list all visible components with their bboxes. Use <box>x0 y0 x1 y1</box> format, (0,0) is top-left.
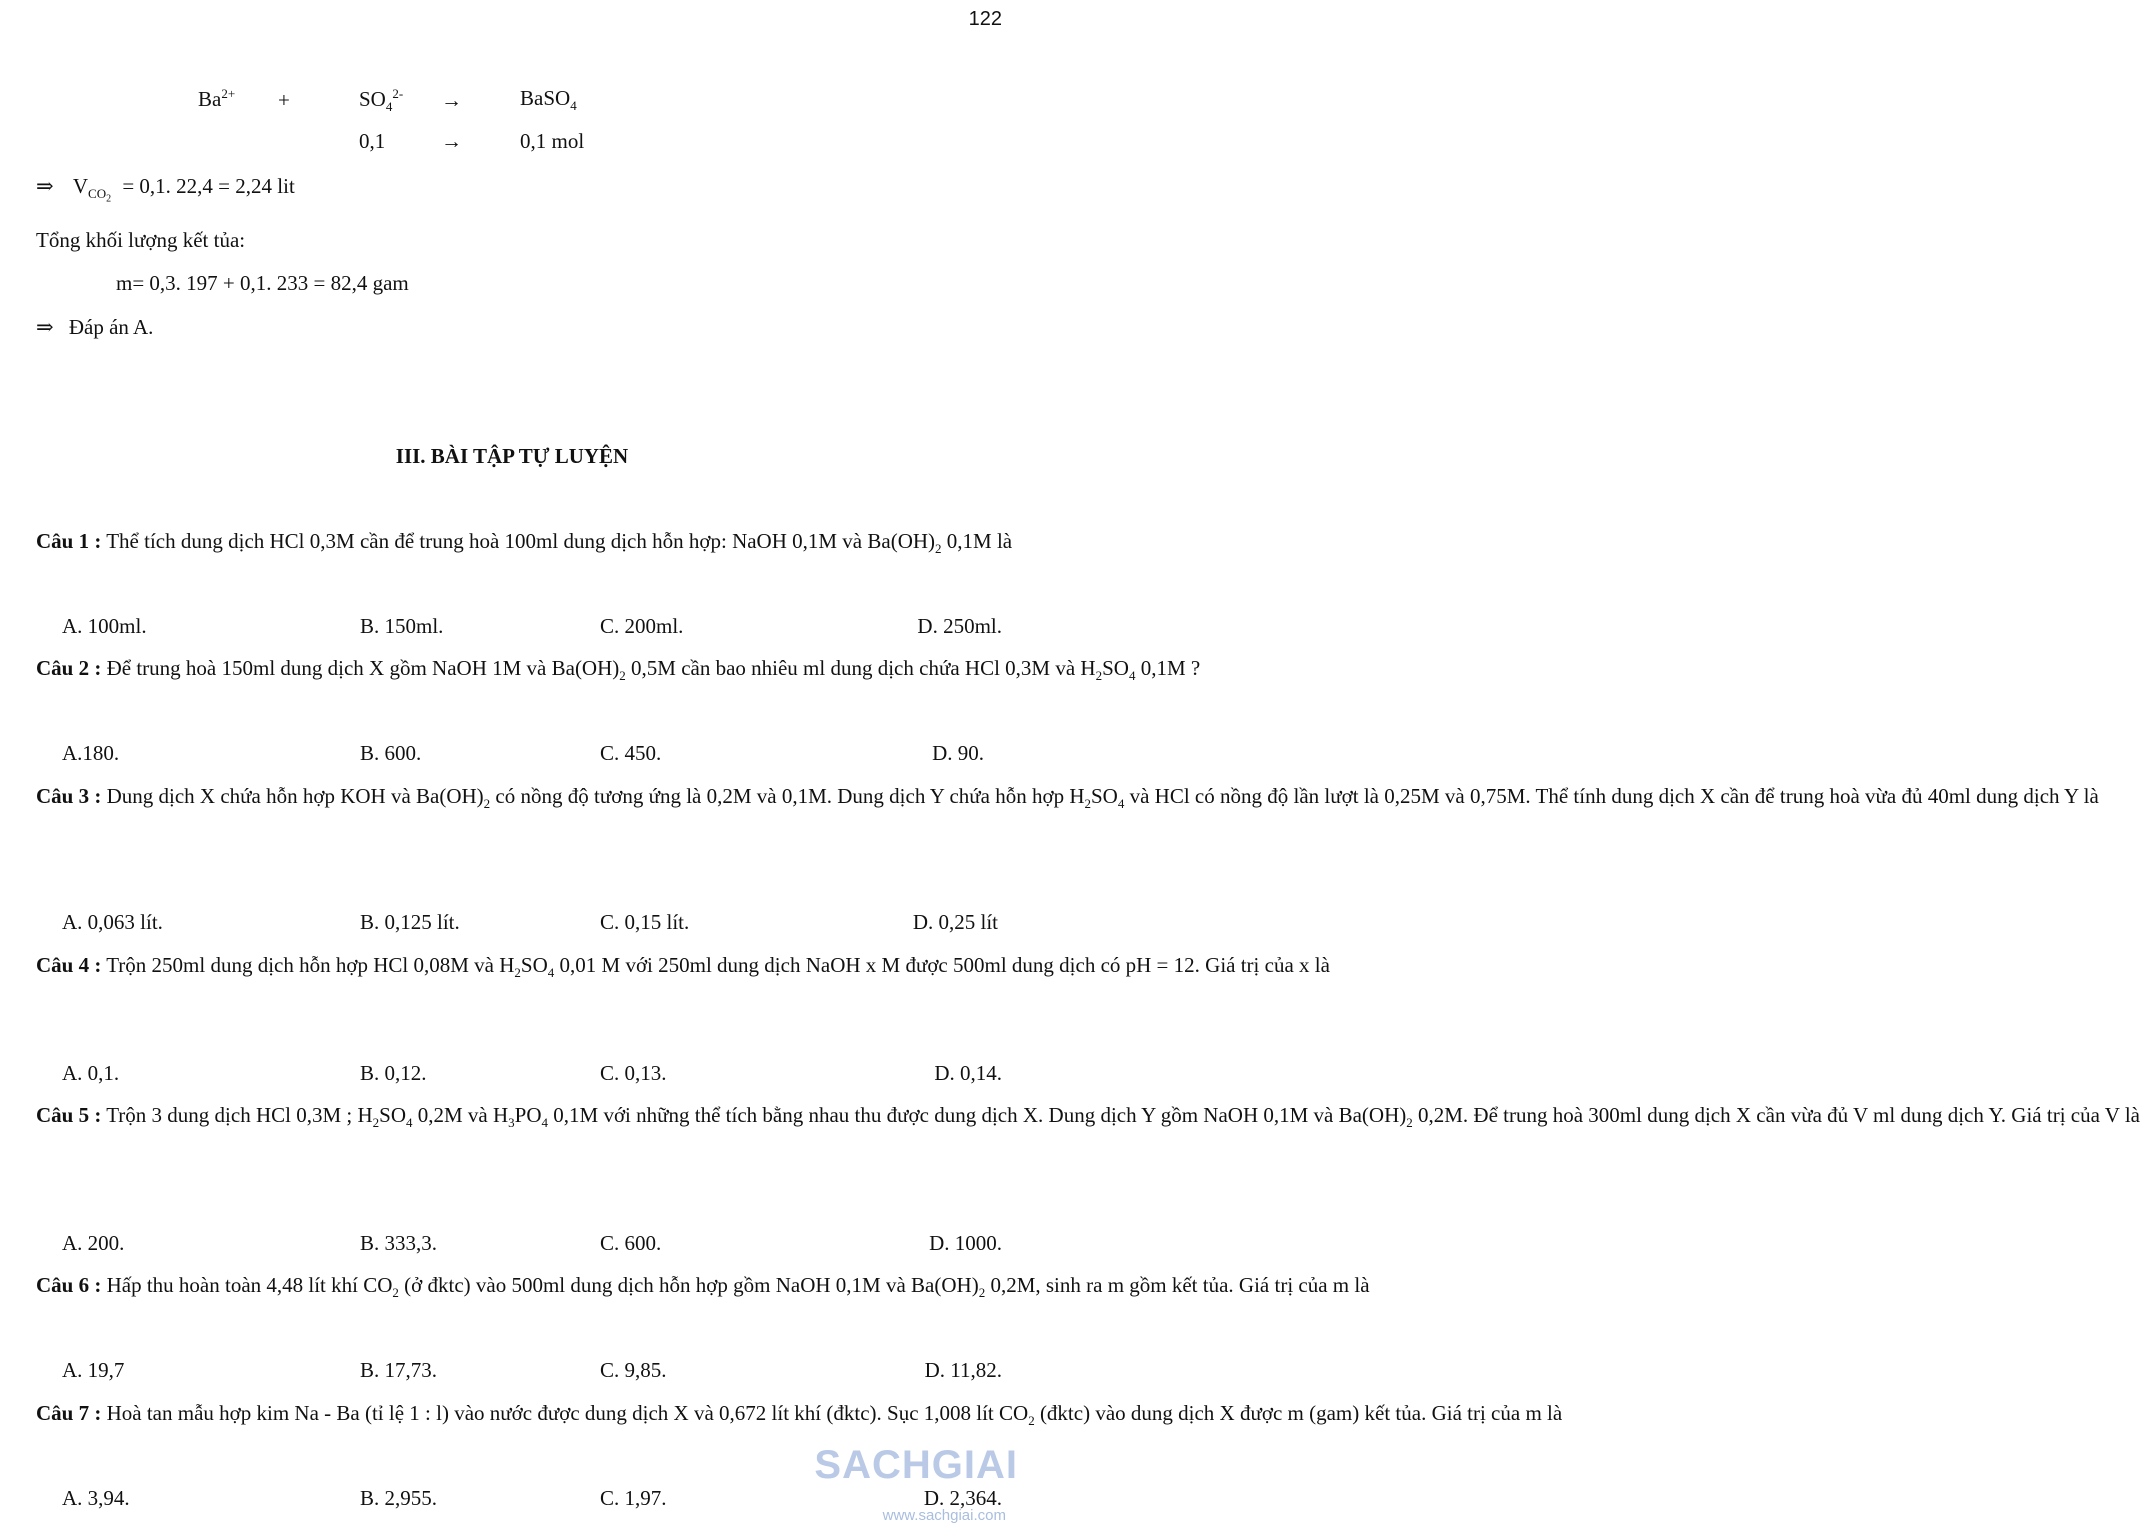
option-c: C. 0,13. <box>600 1061 667 1085</box>
question-text: có nồng độ tương ứng là 0,2M và 0,1M. Dung dịch Y chứa hỗn hợp H <box>490 784 1085 808</box>
question-text: 0,2M. Để trung hoà 300ml dung dịch X cần vừa đủ V ml dung dịch Y. Giá trị của V là <box>1412 1103 2140 1127</box>
question-text: Trộn 250ml dung dịch hỗn hợp HCl 0,08M và H <box>106 953 515 977</box>
options-4 <box>62 1061 1002 1091</box>
question-label: Câu 5 : <box>36 1103 102 1127</box>
option-b: B. 600. <box>360 741 422 765</box>
option-c: C. 200ml. <box>600 614 684 638</box>
question-label: Câu 3 : <box>36 784 102 808</box>
watermark-url: www.sachgiai.com <box>882 1507 1006 1524</box>
options-5 <box>62 1231 1002 1261</box>
option-d: D. 11,82. <box>924 1358 1002 1382</box>
implies-symbol: ⇒ <box>36 315 54 339</box>
question-label: Câu 2 : <box>36 656 102 680</box>
option-b: B. 333,3. <box>360 1231 438 1255</box>
mass-expression: m= 0,3. 197 + 0,1. 233 = 82,4 gam <box>116 271 409 295</box>
question-text: 0,1M với những thể tích bằng nhau thu được dung dịch X. Dung dịch Y gồm NaOH 0,1M và Ba(OH) <box>548 1103 1407 1127</box>
question-text: Trộn 3 dung dịch HCl 0,3M ; H <box>106 1103 373 1127</box>
question-text: Thể tích dung dịch HCl 0,3M cần để trung hoà 100ml dung dịch hỗn hợp: NaOH 0,1M và Ba(OH) <box>106 529 936 553</box>
question-text: SO <box>520 953 548 977</box>
question-text: và HCl có nồng độ lần lượt là 0,25M và 0,75M. Thể tính dung dịch X cần để trung hoà vừa đủ 40ml dung dịch Y là <box>1124 784 2099 808</box>
option-b: B. 17,73. <box>360 1358 438 1382</box>
question-text: SO <box>1091 784 1118 808</box>
plus-sign: + <box>278 88 290 112</box>
question-label: Câu 1 : <box>36 529 102 553</box>
option-c: C. 9,85. <box>600 1358 667 1382</box>
option-a: A. 0,1. <box>62 1061 120 1085</box>
subscript: 4 <box>1128 668 1136 684</box>
option-d: D. 2,364. <box>923 1486 1002 1510</box>
subscript: 2 <box>514 965 521 981</box>
option-d: D. 250ml. <box>917 614 1002 638</box>
question-text: SO <box>379 1103 406 1127</box>
question-4 <box>36 944 1330 994</box>
options-6 <box>62 1358 1002 1388</box>
section-heading: III. BÀI TẬP TỰ LUYỆN <box>395 444 629 468</box>
option-d: D. 0,25 lít <box>912 910 998 934</box>
question-text: 0,2M và H <box>412 1103 509 1127</box>
question-6 <box>36 1264 1370 1314</box>
option-a: A. 3,94. <box>62 1486 130 1510</box>
option-a: A. 19,7 <box>62 1358 125 1382</box>
page-number: 122 <box>968 8 1002 30</box>
question-label: Câu 6 : <box>36 1273 102 1297</box>
option-c: C. 1,97. <box>600 1486 667 1510</box>
reactant-so4: $SO_4^{2-}$ <box>359 86 404 115</box>
option-a: A. 0,063 lít. <box>62 910 163 934</box>
subscript: 2 <box>619 668 626 684</box>
reactant-ba: $Ba^{2+}$ <box>198 86 236 111</box>
option-d: D. 0,14. <box>934 1061 1002 1085</box>
answer-line: ⇒ Đáp án A. <box>36 315 154 339</box>
question-text: PO <box>514 1103 542 1127</box>
question-text: 0,1M là <box>941 529 1013 553</box>
option-b: B. 2,955. <box>360 1486 438 1510</box>
subscript: 2 <box>372 1115 380 1131</box>
question-5 <box>36 1094 2140 1144</box>
subscript: 2 <box>1084 796 1091 812</box>
implies-symbol: ⇒ <box>36 174 54 198</box>
subscript: 2 <box>935 541 942 557</box>
question-label: Câu 7 : <box>36 1401 102 1425</box>
question-text: 0,1M ? <box>1135 656 1201 680</box>
options-7 <box>62 1486 1002 1516</box>
subscript: 2 <box>1406 1115 1413 1131</box>
subscript: 4 <box>406 1115 413 1131</box>
subscript: 3 <box>508 1115 515 1131</box>
subscript: 2 <box>392 1285 399 1301</box>
question-text: 0,01 M với 250ml dung dịch NaOH x M được 500ml dung dịch có pH = 12. Giá trị của x là <box>554 953 1330 977</box>
subscript: 4 <box>547 965 555 981</box>
option-b: B. 0,12. <box>360 1061 427 1085</box>
subscript: 4 <box>1117 796 1125 812</box>
amount-left: 0,1 <box>359 129 386 153</box>
question-text: Để trung hoà 150ml dung dịch X gồm NaOH 1M và Ba(OH) <box>106 656 620 680</box>
question-text: 0,2M, sinh ra m gồm kết tủa. Giá trị của m là <box>985 1273 1370 1297</box>
question-text: (đktc) vào dung dịch X được m (gam) kết tủa. Giá trị của m là <box>1034 1401 1563 1425</box>
question-text: SO <box>1102 656 1129 680</box>
question-label: Câu 4 : <box>36 953 102 977</box>
option-d: D. 90. <box>932 741 984 765</box>
question-1 <box>36 520 1013 570</box>
watermark-brand: SACHGIAI <box>814 1443 1018 1487</box>
option-d: D. 1000. <box>929 1231 1002 1255</box>
options-3 <box>62 910 1002 940</box>
option-a: A. 200. <box>62 1231 125 1255</box>
options-1 <box>62 614 1002 644</box>
reaction-arrow: → <box>441 88 462 112</box>
option-c: C. 450. <box>600 741 662 765</box>
option-c: C. 600. <box>600 1231 662 1255</box>
volume-line: ⇒ $V_{CO_2} = 0,1$. 22,4 = 2,24 lit <box>36 174 295 205</box>
question-2 <box>36 647 1201 697</box>
option-c: C. 0,15 lít. <box>600 910 690 934</box>
question-text: 0,5M cần bao nhiêu ml dung dịch chứa HCl 0,3M và H <box>625 656 1096 680</box>
subscript: 2 <box>1095 668 1103 684</box>
options-2 <box>62 741 1002 771</box>
subscript: 2 <box>978 1285 986 1301</box>
question-text: Dung dịch X chứa hỗn hợp KOH và Ba(OH) <box>106 784 484 808</box>
option-b: B. 0,125 lít. <box>360 910 460 934</box>
option-a: A.180. <box>62 741 120 765</box>
subscript: 4 <box>541 1115 549 1131</box>
amount-right: 0,1 mol <box>520 129 585 153</box>
watermark-logo <box>814 1425 1018 1535</box>
question-text: (ở đktc) vào 500ml dung dịch hỗn hợp gồm NaOH 0,1M và Ba(OH) <box>398 1273 979 1297</box>
question-3 <box>36 775 2099 825</box>
question-text: Hoà tan mẫu hợp kim Na - Ba (tỉ lệ 1 : l) vào nước được dung dịch X và 0,672 lít khí (đktc). Sục 1,008 lít CO <box>106 1401 1029 1425</box>
product-baso4: BaSO$_4$ <box>520 86 577 114</box>
question-text: Hấp thu hoàn toàn 4,48 lít khí CO <box>106 1273 393 1297</box>
subscript: 2 <box>1028 1413 1035 1429</box>
option-a: A. 100ml. <box>62 614 147 638</box>
amount-arrow: → <box>441 129 462 153</box>
option-b: B. 150ml. <box>360 614 444 638</box>
mass-title: Tổng khối lượng kết tủa: <box>36 228 246 252</box>
subscript: 2 <box>483 796 491 812</box>
